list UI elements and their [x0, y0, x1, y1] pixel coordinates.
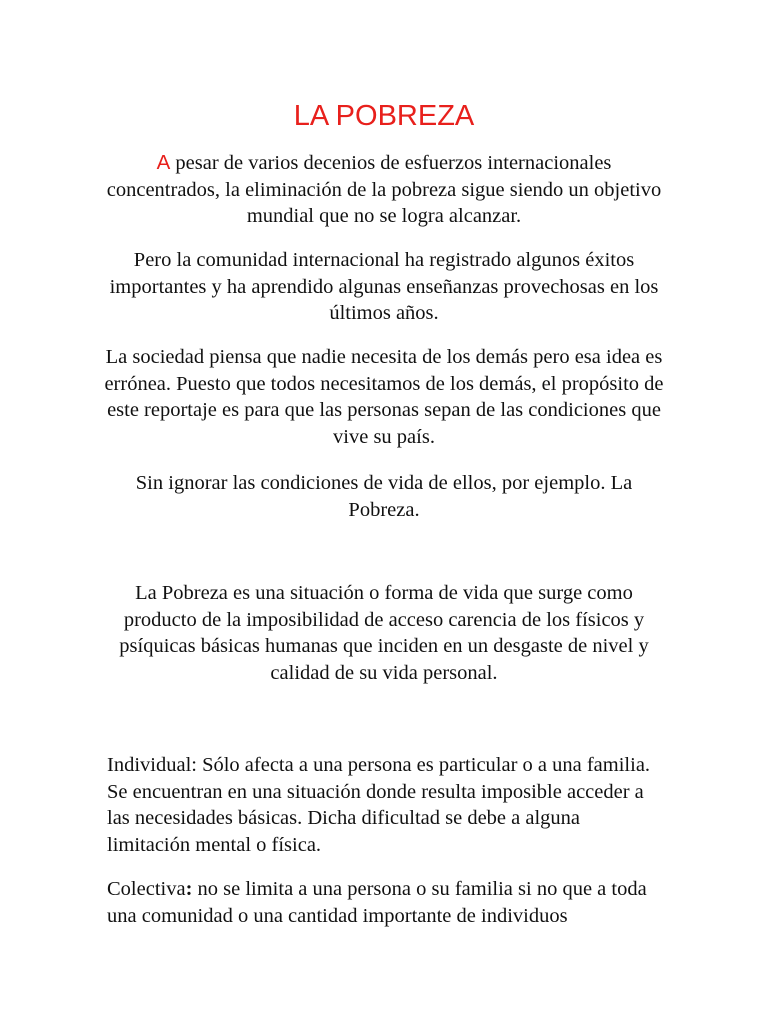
paragraph-international-community: Pero la comunidad internacional ha registrado algunos éxitos importantes y ha aprendido algunas enseñanzas provechosas en los últimos años. — [109, 249, 659, 324]
paragraph-example: Sin ignorar las condiciones de vida de ellos, por ejemplo. La Pobreza. — [135, 472, 633, 521]
paragraph-society: La sociedad piensa que nadie necesita de los demás pero esa idea es errónea. Puesto que todos necesitamos de los demás, el propósito de este reportaje es para que las personas sepan de las condiciones que vive su país. — [104, 346, 664, 448]
paragraph-individual: Individual: Sólo afecta a una persona es particular o a una familia. Se encuentran en una situación donde resulta imposible acceder a las necesidades básicas. Dicha dificultad se debe a alguna limitación mental o física. — [107, 754, 651, 856]
collective-label: Colectiva — [107, 878, 186, 900]
paragraph-collective — [107, 876, 667, 929]
collective-colon: : — [185, 878, 193, 900]
paragraph-intro — [100, 150, 668, 230]
paragraph-intro-text: pesar de varios decenios de esfuerzos internacionales concentrados, la eliminación de la pobreza sigue siendo un objetivo mundial que no se logra alcanzar. — [106, 152, 662, 227]
collective-text: no se limita a una persona o su familia si no que a toda una comunidad o una cantidad importante de individuos — [107, 878, 647, 927]
drop-cap-letter: A — [156, 151, 171, 174]
paragraph-definition: La Pobreza es una situación o forma de vida que surge como producto de la imposibilidad de acceso carencia de los físicos y psíquicas básicas humanas que inciden en un desgaste de nivel y calidad de su vida personal. — [119, 582, 649, 684]
page-title: LA POBREZA — [293, 100, 475, 132]
